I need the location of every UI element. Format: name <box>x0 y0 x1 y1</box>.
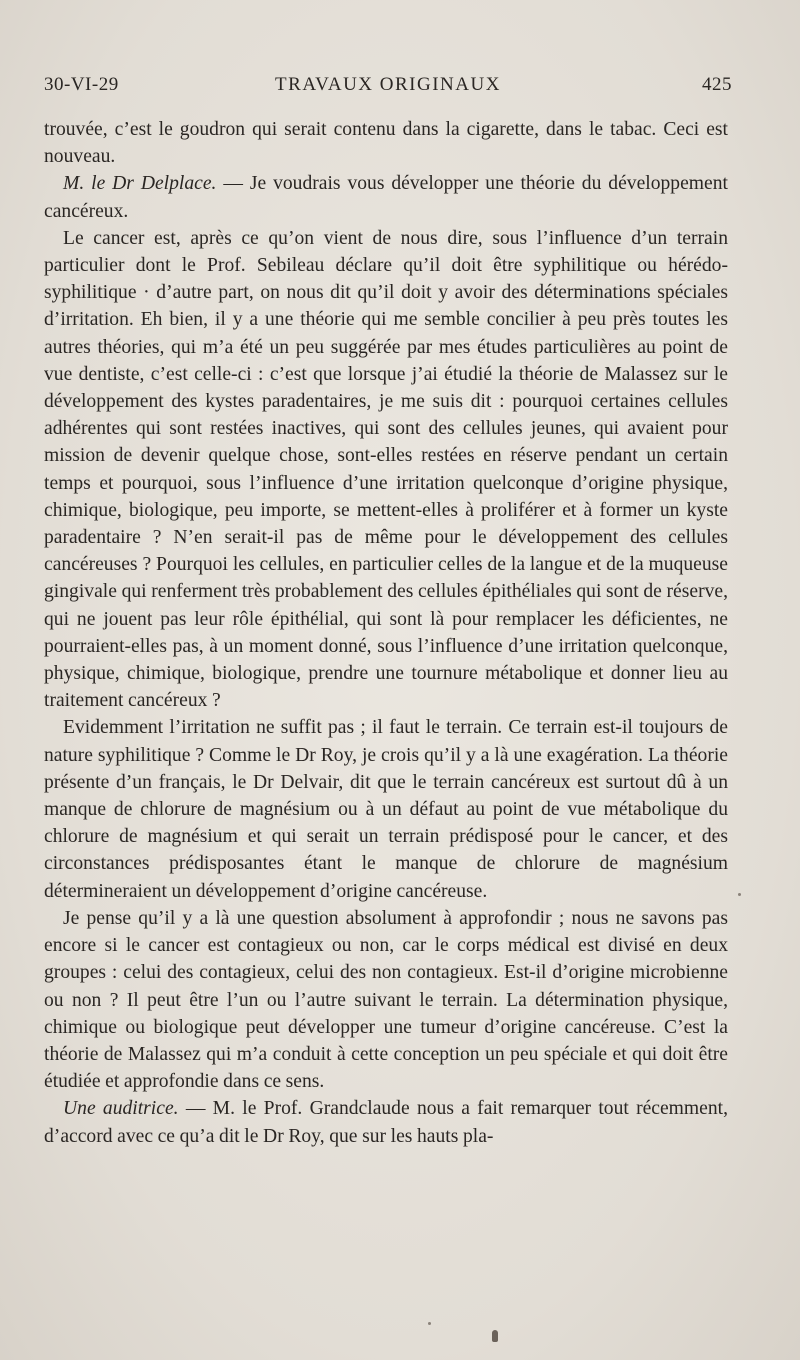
header-title: TRAVAUX ORIGINAUX <box>275 74 501 95</box>
body-text <box>44 116 728 1150</box>
paragraph-speaker-delplace <box>44 170 728 224</box>
paragraph-text: — M. le Prof. Grandclaude nous a fait remarquer tout récemment, d’accord avec ce qu’a dit le Dr Roy, que sur les hauts pla- <box>44 1098 729 1147</box>
paragraph-text: — Je voudrais vous développer une théorie du développement cancéreux. <box>44 173 728 222</box>
speaker-name: Une auditrice. <box>63 1098 179 1120</box>
paragraph-speaker-auditrice <box>44 1095 728 1149</box>
page-number: 425 <box>702 74 732 95</box>
paragraph-contagion <box>44 905 728 1095</box>
header-date: 30-VI-29 <box>44 74 119 95</box>
paragraph-theory <box>44 225 728 715</box>
paragraph-text: trouvée, c’est le goudron qui serait contenu dans la cigarette, dans le tabac. Ceci est nouveau. <box>44 119 728 168</box>
ink-speck <box>738 893 741 896</box>
ink-speck <box>428 1322 431 1325</box>
printer-mark <box>492 1330 498 1342</box>
paragraph-text: Je pense qu’il y a là une question absolument à approfondir ; nous ne savons pas encore si le cancer est contagieux ou non, car le corps médical est divisé en deux groupes : celui des contagieux, celui des non contagieux. Est-il d’origine microbienne ou non ? Il peut être l’un ou l’autre suivant le terrain. La détermination physique, chimique ou biologique peut développer une tumeur d’origine cancéreuse. C’est la théorie de Malassez qui m’a conduit à cette conception un peu spéciale et qui doit être étudiée et approfondie dans ce sens. <box>44 907 728 1093</box>
paragraph-text: Evidemment l’irritation ne suffit pas ; il faut le terrain. Ce terrain est-il toujours de nature syphilitique ? Comme le Dr Roy, je crois qu’il y a là une exagération. La théorie présente d’un français, le Dr Delvair, dit que le terrain cancéreux est surtout dû à un manque de chlorure de magnésium ou à un défaut au point de vue métabolique du chlorure de magnésium et qui serait un terrain prédisposé pour le cancer, et des circonstances prédisposantes étant le manque de chlorure de magnésium détermineraient un développement d’origine cancéreuse. <box>44 717 728 902</box>
speaker-name: M. le Dr Delplace. <box>63 173 217 195</box>
paragraph-text: Le cancer est, après ce qu’on vient de nous dire, sous l’influence d’un terrain particulier dont le Prof. Sebileau déclare qu’il doit être syphilitique ou hérédo-syphilitique · d’autre part, on nous dit qu’il doit y avoir des déterminations spéciales d’irritation. Eh bien, il y a une théorie qui me semble concilier à peu près toutes les autres théories, qui m’a été un peu suggérée par mes études particulières au point de vue dentiste, c’est celle-ci : c’est que lorsque j’ai étudié la théorie de Malassez sur le développement des kystes paradentaires, je me suis dit : pourquoi certaines cellules adhérentes qui sont restées inactives, qui sont des cellules jeunes, qui avaient pour mission de devenir quelque chose, sont-elles restées en réserve pendant un certain temps et pourquoi, sous l’influence d’une irritation quelconque d’origine physique, chimique, biologique, peu importe, se mettent-elles à proliférer et à former un kyste paradentaire ? N’en serait-il pas de même pour le développement des cellules cancéreuses ? Pourquoi les cellules, en particulier celles de la langue et de la muqueuse gingivale qui renferment très probablement des cellules épithéliales qui sont de réserve, qui ne jouent pas leur rôle épithélial, qui sont là pour remplacer les déficientes, ne pourraient-elles pas, à un moment donné, sous l’influence d’une irritation quelconque, physique, chimique, biologique, prendre une tournure métabolique et donner lieu au traitement cancéreux ? <box>44 227 728 712</box>
running-header <box>44 74 732 104</box>
paragraph-terrain <box>44 714 728 904</box>
paragraph-continuation <box>44 116 728 170</box>
